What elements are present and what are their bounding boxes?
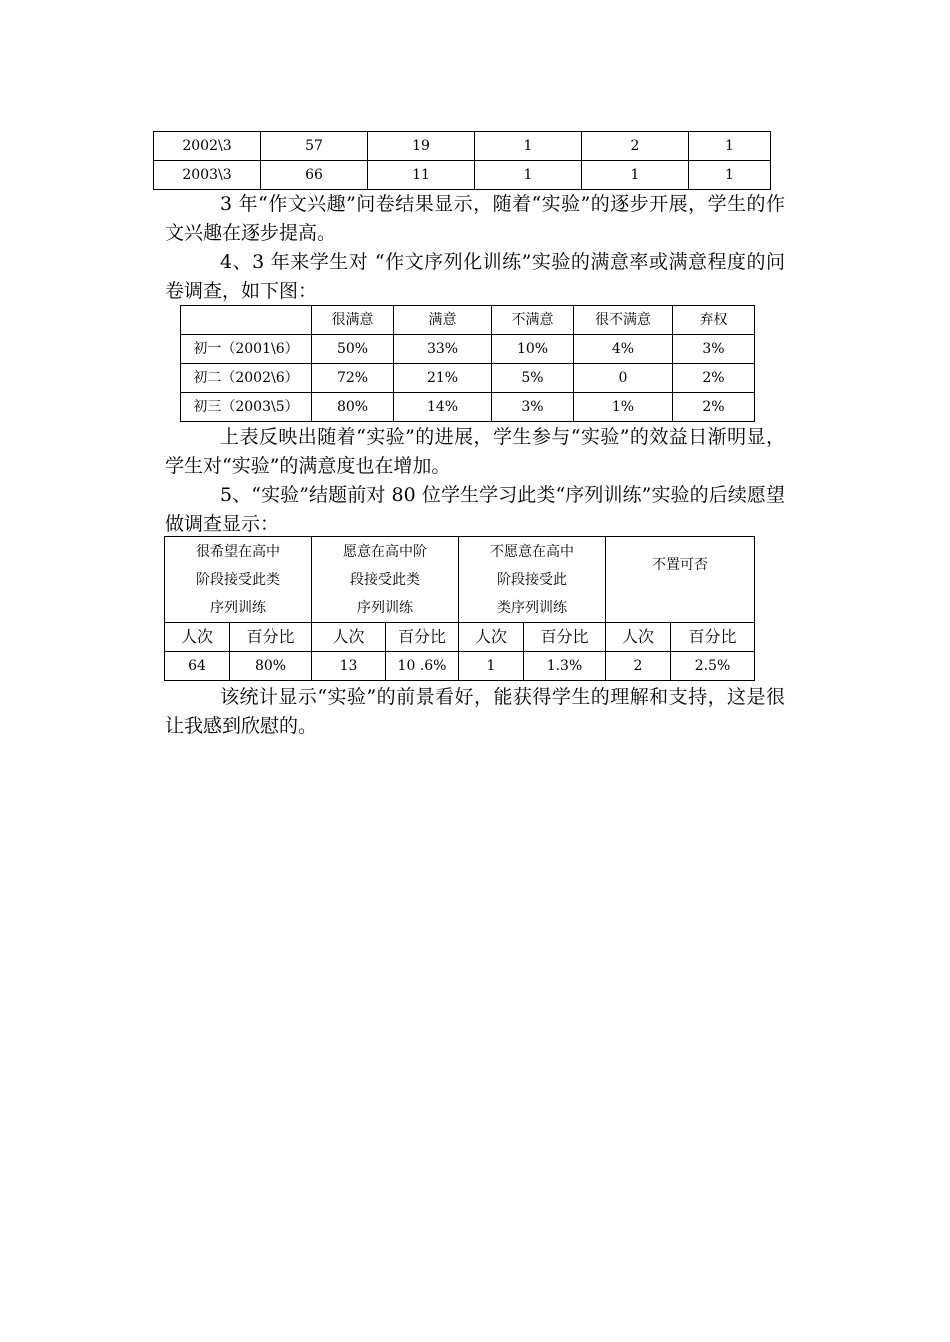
table-cell: 10%: [492, 335, 574, 364]
table-cell: 33%: [394, 335, 492, 364]
table-cell: 11: [368, 161, 475, 190]
group-header-line: 序列训练: [357, 599, 413, 616]
table-row: [165, 652, 755, 681]
table-cell: 64: [165, 652, 230, 681]
willingness-table: [164, 536, 755, 681]
group-header-line: 类序列训练: [497, 599, 567, 616]
group-header-line: 愿意在高中阶: [343, 543, 427, 560]
group-header-line: 阶段接受此: [497, 571, 567, 588]
table-row: [181, 364, 755, 393]
table-header-row: [181, 306, 755, 335]
table-cell: 80%: [312, 393, 394, 422]
table-cell: 80%: [230, 652, 312, 681]
table-cell: 2: [606, 652, 671, 681]
interest-table: [153, 131, 771, 190]
table-cell: 72%: [312, 364, 394, 393]
table-row: [181, 393, 755, 422]
table-cell: 初三（2003\5）: [181, 393, 312, 422]
group-header-cell: [312, 537, 459, 623]
table-cell: 1: [689, 132, 771, 161]
table-subheader-cell: 人次: [459, 623, 524, 652]
table-cell: 1.3%: [524, 652, 606, 681]
table-subheader-cell: 百分比: [671, 623, 755, 652]
table-cell: 初二（2002\6）: [181, 364, 312, 393]
table-cell: 66: [261, 161, 368, 190]
table-cell: 1: [459, 652, 524, 681]
table-cell: 2003\3: [154, 161, 261, 190]
table-cell: 2%: [673, 393, 755, 422]
table-header-cell: 很满意: [312, 306, 394, 335]
table-cell: 1: [689, 161, 771, 190]
group-header-cell: [459, 537, 606, 623]
table-header-cell: 不满意: [492, 306, 574, 335]
table-header-cell: [181, 306, 312, 335]
table-subheader-cell: 人次: [312, 623, 386, 652]
table-cell: 2002\3: [154, 132, 261, 161]
table-header-cell: 很不满意: [574, 306, 673, 335]
table-cell: 50%: [312, 335, 394, 364]
table-header-cell: 满意: [394, 306, 492, 335]
paragraph-interest-result: 3 年“作文兴趣”问卷结果显示，随着“实验”的逐步开展，学生的作文兴趣在逐步提高。: [165, 193, 785, 244]
table-row: [181, 335, 755, 364]
table-cell: 13: [312, 652, 386, 681]
table-cell: 5%: [492, 364, 574, 393]
group-header-line: 阶段接受此类: [196, 571, 280, 588]
table-subheader-cell: 人次: [165, 623, 230, 652]
table-cell: 21%: [394, 364, 492, 393]
group-header-line: 序列训练: [210, 599, 266, 616]
table-cell: 14%: [394, 393, 492, 422]
table-cell: 3%: [673, 335, 755, 364]
paragraph-satisfaction-conclusion: 上表反映出随着“实验”的进展，学生参与“实验”的效益日渐明显，学生对“实验”的满意度也在增加。: [165, 426, 785, 477]
paragraph-willingness-intro: 5、“实验”结题前对 80 位学生学习此类“序列训练”实验的后续愿望做调查显示：: [165, 484, 785, 535]
table-header-row: [165, 537, 755, 623]
table-subheader-cell: 人次: [606, 623, 671, 652]
table-cell: 3%: [492, 393, 574, 422]
table-cell: 1: [582, 161, 689, 190]
table-cell: 1%: [574, 393, 673, 422]
table-cell: 57: [261, 132, 368, 161]
table-cell: 1: [475, 161, 582, 190]
table-subheader-row: [165, 623, 755, 652]
table-cell: 初一（2001\6）: [181, 335, 312, 364]
paragraph-final-conclusion: 该统计显示“实验”的前景看好，能获得学生的理解和支持，这是很让我感到欣慰的。: [165, 686, 785, 737]
table-cell: 2%: [673, 364, 755, 393]
table-cell: 2: [582, 132, 689, 161]
paragraph-satisfaction-intro: 4、3 年来学生对 “作文序列化训练”实验的满意率或满意程度的问卷调查，如下图：: [165, 251, 785, 302]
group-header-line: 不愿意在高中: [490, 543, 574, 560]
table-subheader-cell: 百分比: [524, 623, 606, 652]
table-subheader-cell: 百分比: [230, 623, 312, 652]
group-header-line: 不置可否: [652, 556, 708, 573]
table-cell: 0: [574, 364, 673, 393]
table-header-cell: 弃权: [673, 306, 755, 335]
group-header-line: 段接受此类: [350, 571, 420, 588]
table-row: [154, 161, 771, 190]
table-cell: 4%: [574, 335, 673, 364]
table-cell: 1: [475, 132, 582, 161]
table-cell: 10 .6%: [386, 652, 459, 681]
table-row: [154, 132, 771, 161]
group-header-cell: [165, 537, 312, 623]
table-subheader-cell: 百分比: [386, 623, 459, 652]
satisfaction-table: [180, 305, 755, 422]
table-cell: 2.5%: [671, 652, 755, 681]
group-header-line: 很希望在高中: [196, 543, 280, 560]
table-cell: 19: [368, 132, 475, 161]
group-header-cell: [606, 537, 755, 623]
